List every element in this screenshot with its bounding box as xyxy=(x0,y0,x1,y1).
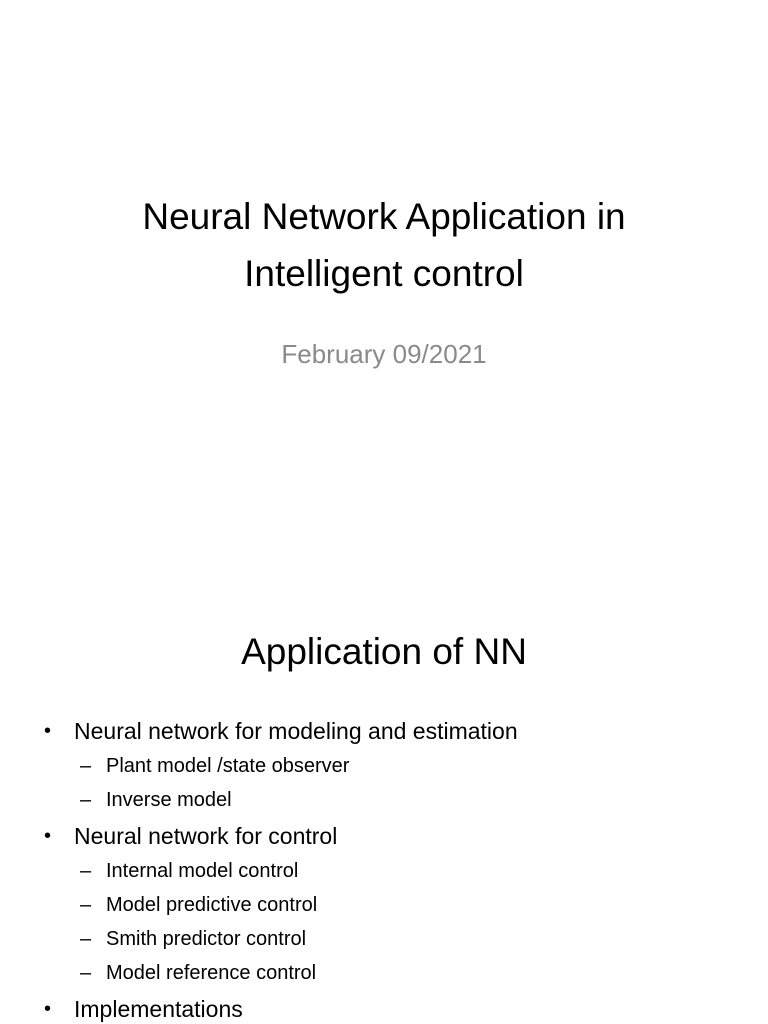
bullet-dot: • xyxy=(44,825,52,847)
dash-mark: – xyxy=(80,860,92,882)
sub-bullet-list xyxy=(74,749,768,817)
sub-bullet-list xyxy=(74,854,768,990)
bullet-dot: • xyxy=(44,720,52,742)
title-line-2: Intelligent control xyxy=(244,253,524,294)
dash-mark: – xyxy=(80,894,92,916)
dash-mark: – xyxy=(80,962,92,984)
sub-bullet-item xyxy=(74,749,768,783)
bullet-text: Neural network for modeling and estimation xyxy=(74,718,518,744)
bullet-item xyxy=(0,819,768,990)
slide-title xyxy=(40,188,728,302)
bullet-item xyxy=(0,714,768,817)
bullet-text: Neural network for control xyxy=(74,823,338,849)
sub-bullet-text: Internal model control xyxy=(106,860,299,882)
sub-bullet-text: Smith predictor control xyxy=(106,928,307,950)
sub-bullet-item xyxy=(74,783,768,817)
bullet-dot: • xyxy=(44,998,52,1020)
sub-bullet-item xyxy=(74,888,768,922)
sub-bullet-text: Inverse model xyxy=(106,789,232,811)
bullet-text: Implementations xyxy=(74,996,243,1022)
sub-bullet-item xyxy=(74,854,768,888)
sub-bullet-item xyxy=(74,922,768,956)
sub-bullet-text: Model predictive control xyxy=(106,894,318,916)
sub-bullet-item xyxy=(74,956,768,990)
slide-date: February 09/2021 xyxy=(281,339,487,369)
sub-bullet-text: Plant model /state observer xyxy=(106,755,350,777)
content-slide xyxy=(0,576,768,1024)
slide-heading: Application of NN xyxy=(241,631,527,672)
dash-mark: – xyxy=(80,755,92,777)
dash-mark: – xyxy=(80,789,92,811)
bullet-list xyxy=(0,714,768,1024)
bullet-item xyxy=(0,992,768,1024)
title-line-1: Neural Network Application in xyxy=(142,196,626,237)
sub-bullet-text: Model reference control xyxy=(106,962,317,984)
dash-mark: – xyxy=(80,928,92,950)
